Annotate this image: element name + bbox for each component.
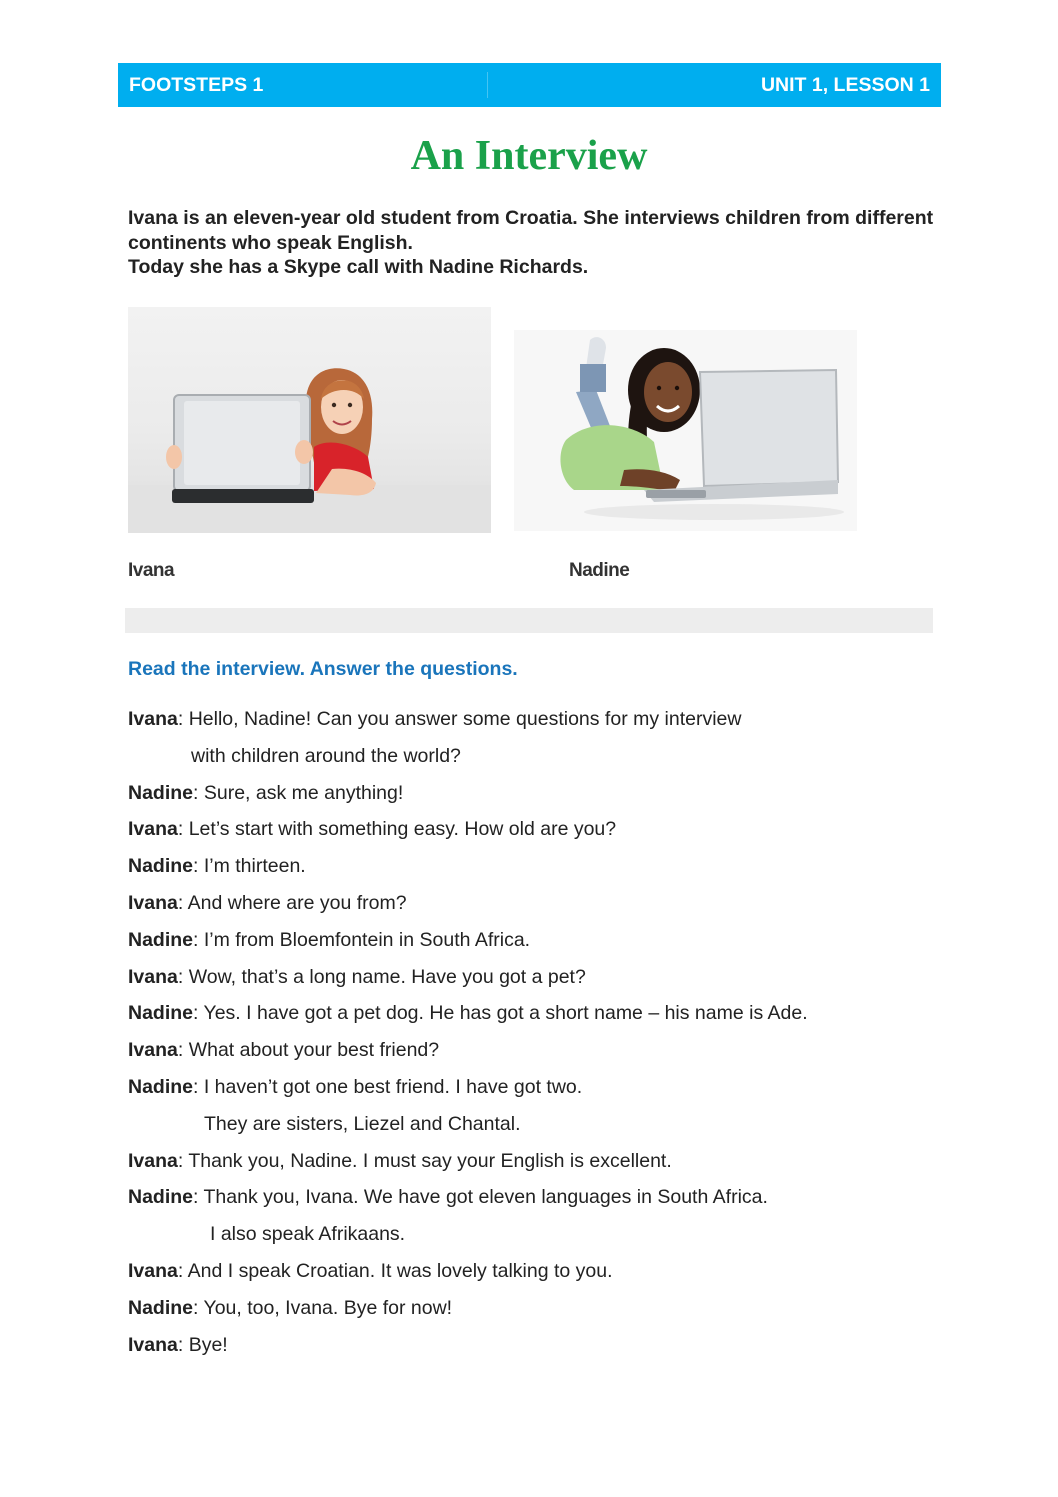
dialogue-continuation: They are sisters, Liezel and Chantal. (204, 1112, 521, 1135)
line-text: : Thank you, Ivana. We have got eleven languages in South Africa. (193, 1186, 768, 1209)
line-text: : Sure, ask me anything! (193, 781, 404, 804)
line-text: : I’m from Bloemfontein in South Africa. (193, 928, 531, 951)
header-bar (118, 63, 941, 107)
intro-line-1: Ivana is an eleven-year old student from Croatia. She interviews children from different continents who speak English. (128, 207, 934, 254)
unit-lesson: UNIT 1, LESSON 1 (760, 73, 930, 96)
speaker-name: Ivana (128, 891, 178, 914)
line-text: : I haven’t got one best friend. I have got two. (193, 1075, 583, 1098)
dialogue-continuation: with children around the world? (191, 744, 461, 767)
line-text: : What about your best friend? (177, 1039, 440, 1062)
instruction-heading: Read the interview. Answer the questions. (128, 658, 518, 680)
line-text: : Let’s start with something easy. How old are you? (177, 818, 617, 841)
ivana-photo (128, 307, 491, 533)
dialogue-line (128, 1253, 958, 1290)
line-text: : Thank you, Nadine. I must say your English is excellent. (177, 1149, 672, 1172)
speaker-name: Ivana (128, 708, 178, 730)
page-title: An Interview (410, 133, 648, 179)
dialogue-line (128, 1143, 958, 1180)
line-text: : I’m thirteen. (193, 855, 306, 878)
dialogue-line (128, 848, 958, 885)
dialogue-line (128, 885, 958, 922)
speaker-name: Ivana (128, 1149, 178, 1172)
book-title: FOOTSTEPS 1 (129, 73, 264, 96)
dialogue-line (128, 959, 958, 996)
dialogue-line (128, 1032, 958, 1069)
speaker-name: Nadine (128, 1186, 194, 1209)
dialogue-line (128, 1179, 958, 1216)
dialogue-line (128, 811, 958, 848)
speaker-name: Nadine (128, 781, 194, 804)
speaker-name: Ivana (128, 965, 178, 988)
line-text: : You, too, Ivana. Bye for now! (193, 1296, 453, 1319)
dialogue-line (128, 775, 958, 812)
line-text: : Yes. I have got a pet dog. He has got a short name – his name is Ade. (193, 1002, 808, 1025)
dialogue-line (128, 922, 958, 959)
speaker-name: Ivana (128, 1039, 178, 1062)
speaker-name: Nadine (128, 928, 194, 951)
dialogue-line (128, 1290, 958, 1327)
line-text: : Bye! (177, 1333, 228, 1356)
line-text: : And where are you from? (177, 891, 407, 914)
speaker-name: Nadine (128, 1296, 194, 1319)
dialogue-line (128, 1069, 958, 1106)
speaker-name: Nadine (128, 1002, 194, 1025)
line-text: : And I speak Croatian. It was lovely talking to you. (177, 1259, 613, 1282)
speaker-name: Nadine (128, 1075, 194, 1098)
dialogue-continuation: I also speak Afrikaans. (210, 1223, 406, 1246)
intro-line-2: Today she has a Skype call with Nadine Richards. (128, 256, 589, 278)
header-divider (487, 72, 488, 98)
dialogue-line (128, 701, 958, 738)
ivana-caption: Ivana (128, 560, 175, 581)
nadine-photo (514, 330, 857, 531)
dialogue-line (128, 995, 958, 1032)
dialogue-line (128, 1327, 958, 1364)
dialogue (128, 701, 958, 1363)
line-text: : Wow, that’s a long name. Have you got a pet? (177, 965, 586, 988)
intro-text (128, 206, 948, 280)
speaker-name: Nadine (128, 855, 194, 878)
line-text: : Hello, Nadine! Can you answer some questions for my interview (177, 708, 742, 730)
speaker-name: Ivana (128, 818, 178, 841)
speaker-name: Ivana (128, 1333, 178, 1356)
speaker-name: Ivana (128, 1259, 178, 1282)
section-divider (125, 608, 933, 633)
nadine-caption: Nadine (569, 560, 630, 581)
